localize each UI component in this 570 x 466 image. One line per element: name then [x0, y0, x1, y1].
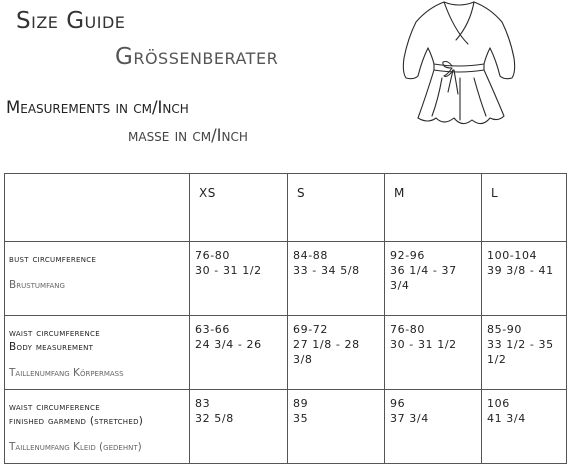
cm-value: 85-90	[487, 323, 522, 336]
value-cell	[288, 390, 385, 464]
cm-value: 84-88	[293, 249, 328, 262]
measurements-heading-de: masse in cm/Inch	[128, 126, 248, 145]
inch-value-cont: 1/2	[487, 353, 507, 366]
value-cell	[385, 242, 482, 316]
row-label-en: bust circumference	[9, 253, 97, 265]
table-row	[5, 390, 567, 464]
value-cell	[288, 316, 385, 390]
row-label	[5, 390, 190, 464]
row-label	[5, 316, 190, 390]
cm-value: 63-66	[195, 323, 230, 336]
size-header-l: L	[482, 174, 567, 242]
value-cell	[288, 242, 385, 316]
inch-value-cont: 3/8	[293, 353, 313, 366]
value-cell	[482, 390, 567, 464]
cm-value: 100-104	[487, 249, 538, 262]
cm-value: 69-72	[293, 323, 328, 336]
inch-value: 37 3/4	[390, 412, 429, 425]
empty-corner-cell	[5, 174, 190, 242]
size-chart-table	[4, 173, 567, 464]
value-cell	[385, 316, 482, 390]
row-label-de: Taillenumfang Körpermass	[9, 367, 124, 379]
value-cell	[190, 242, 288, 316]
value-cell	[190, 390, 288, 464]
page-title: Size Guide	[16, 8, 126, 34]
inch-value: 30 - 31 1/2	[195, 264, 262, 277]
table-row	[5, 242, 567, 316]
cm-value: 106	[487, 397, 510, 410]
wrap-dress-sketch-icon	[398, 0, 520, 132]
cm-value: 76-80	[195, 249, 230, 262]
row-label-de: Brustumfang	[9, 279, 65, 291]
inch-value: 39 3/8 - 41	[487, 264, 554, 277]
row-label-en: waist circumference	[9, 401, 100, 413]
size-header-xs: XS	[190, 174, 288, 242]
row-label-en-2: finished garmend (stretched)	[9, 415, 144, 427]
value-cell	[385, 390, 482, 464]
inch-value: 32 5/8	[195, 412, 234, 425]
value-cell	[190, 316, 288, 390]
row-label-en: waist circumference	[9, 327, 100, 339]
value-cell	[482, 316, 567, 390]
page-subtitle-de: Grössenberater	[115, 44, 279, 70]
size-header-s: S	[288, 174, 385, 242]
inch-value: 30 - 31 1/2	[390, 338, 457, 351]
inch-value: 35	[293, 412, 309, 425]
table-header-row	[5, 174, 567, 242]
row-label-de: Taillenumfang Kleid (gedehnt)	[9, 441, 142, 453]
size-header-m: M	[385, 174, 482, 242]
inch-value: 33 - 34 5/8	[293, 264, 360, 277]
cm-value: 89	[293, 397, 309, 410]
row-label	[5, 242, 190, 316]
cm-value: 92-96	[390, 249, 425, 262]
cm-value: 76-80	[390, 323, 425, 336]
inch-value: 36 1/4 - 37	[390, 264, 457, 277]
row-label-en-2: Body measurement	[9, 341, 94, 353]
table-row	[5, 316, 567, 390]
inch-value: 41 3/4	[487, 412, 526, 425]
cm-value: 83	[195, 397, 211, 410]
cm-value: 96	[390, 397, 406, 410]
value-cell	[482, 242, 567, 316]
inch-value-cont: 3/4	[390, 279, 410, 292]
inch-value: 27 1/8 - 28	[293, 338, 360, 351]
inch-value: 33 1/2 - 35	[487, 338, 554, 351]
inch-value: 24 3/4 - 26	[195, 338, 262, 351]
measurements-heading: Measurements in cm/Inch	[6, 98, 189, 117]
